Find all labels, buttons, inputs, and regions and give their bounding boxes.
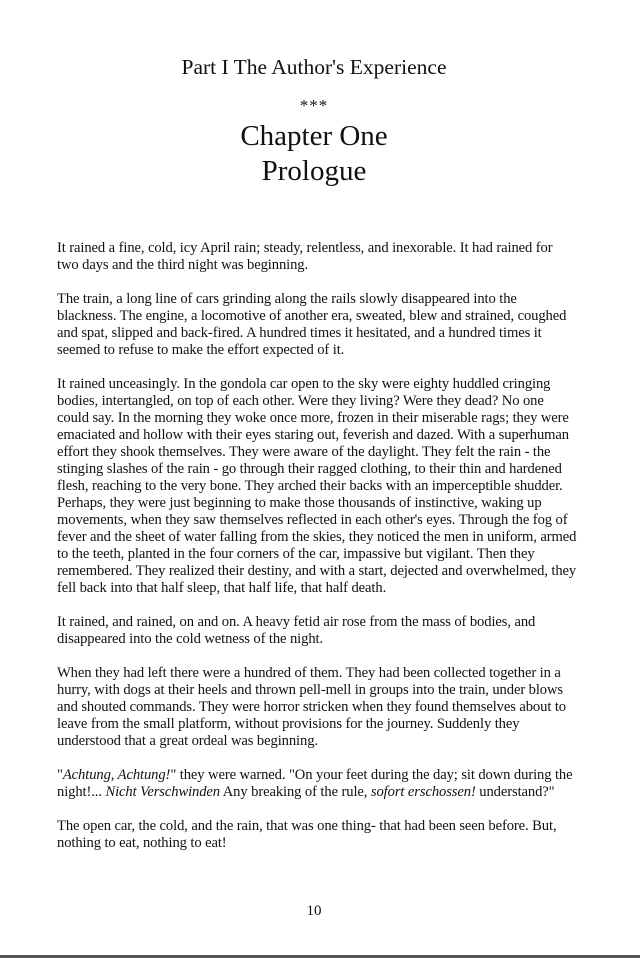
paragraph: The train, a long line of cars grinding along the rails slowly disappeared into the blackness. The engine, a locomotive of another era, sweated, blew and strained, coughed and spat, slipped and back-fired. A hundred times it hesitated, and a hundred times it seemed to refuse to make the effort expected of it. xyxy=(57,291,567,358)
body-text xyxy=(57,240,577,869)
text-span: " xyxy=(57,767,63,783)
paragraph: It rained, and rained, on and on. A heavy fetid air rose from the mass of bodies, and disappeared into the cold wetness of the night. xyxy=(57,614,536,647)
german-phrase: sofort erschossen! xyxy=(370,784,476,800)
paragraph: It rained unceasingly. In the gondola car open to the sky were eighty huddled cringing bodies, intertangled, on top of each other. Were they living? Were they dead? No one could say. In the morning they woke once more, frozen in their miserable rags; they were emaciated and hollow with their eyes staring out, feverish and dazed. With a superhuman effort they shook themselves. They were aware of the daylight. They felt the rain - the stinging slashes of the rain - go through their ragged clothing, to their thin and hardened flesh, reaching to the very bone. They arched their backs with an imperceptible shudder. Perhaps, they were just beginning to make those thousands of instinctive, waking up movements, when they saw themselves reflected in each other's eyes. Through the fog of fever and the sheet of water falling from the skies, they noticed the men in uniform, armed to the teeth, planted in the four corners of the car, impassive but vigilant. Then they remembered. They realized their destiny, and with a start, dejected and overwhelmed, they fell back into that half sleep, that half life, that half death. xyxy=(57,376,577,596)
section-separator: *** xyxy=(299,96,329,115)
text-span: Any breaking of the rule, xyxy=(220,784,371,800)
chapter-number: Chapter One xyxy=(240,120,388,152)
chapter-title xyxy=(0,119,628,189)
chapter-name: Prologue xyxy=(261,155,367,187)
paragraph: The open car, the cold, and the rain, that was one thing- that had been seen before. But, nothing to eat, nothing to eat! xyxy=(57,818,557,851)
page-number: 10 xyxy=(306,903,322,919)
paragraph: When they had left there were a hundred of them. They had been collected together in a hurry, with dogs at their heels and thrown pell-mell in groups into the train, under blows and shouted commands. They were horror stricken when they found themselves about to leave from the small platform, without provisions for the journey. Suddenly they understood that a great ordeal was beginning. xyxy=(57,665,566,749)
text-span: understand?" xyxy=(475,784,555,800)
text-span: " they were warned. "On your feet during the day; sit down during the night!... xyxy=(57,767,573,800)
part-title: Part I The Author's Experience xyxy=(181,55,447,79)
paragraph-quote xyxy=(57,767,577,801)
german-phrase: Achtung, Achtung! xyxy=(62,767,171,783)
german-phrase: Nicht Verschwinden xyxy=(105,784,220,800)
paragraph: It rained a fine, cold, icy April rain; steady, relentless, and inexorable. It had rained for two days and the third night was beginning. xyxy=(57,240,553,273)
